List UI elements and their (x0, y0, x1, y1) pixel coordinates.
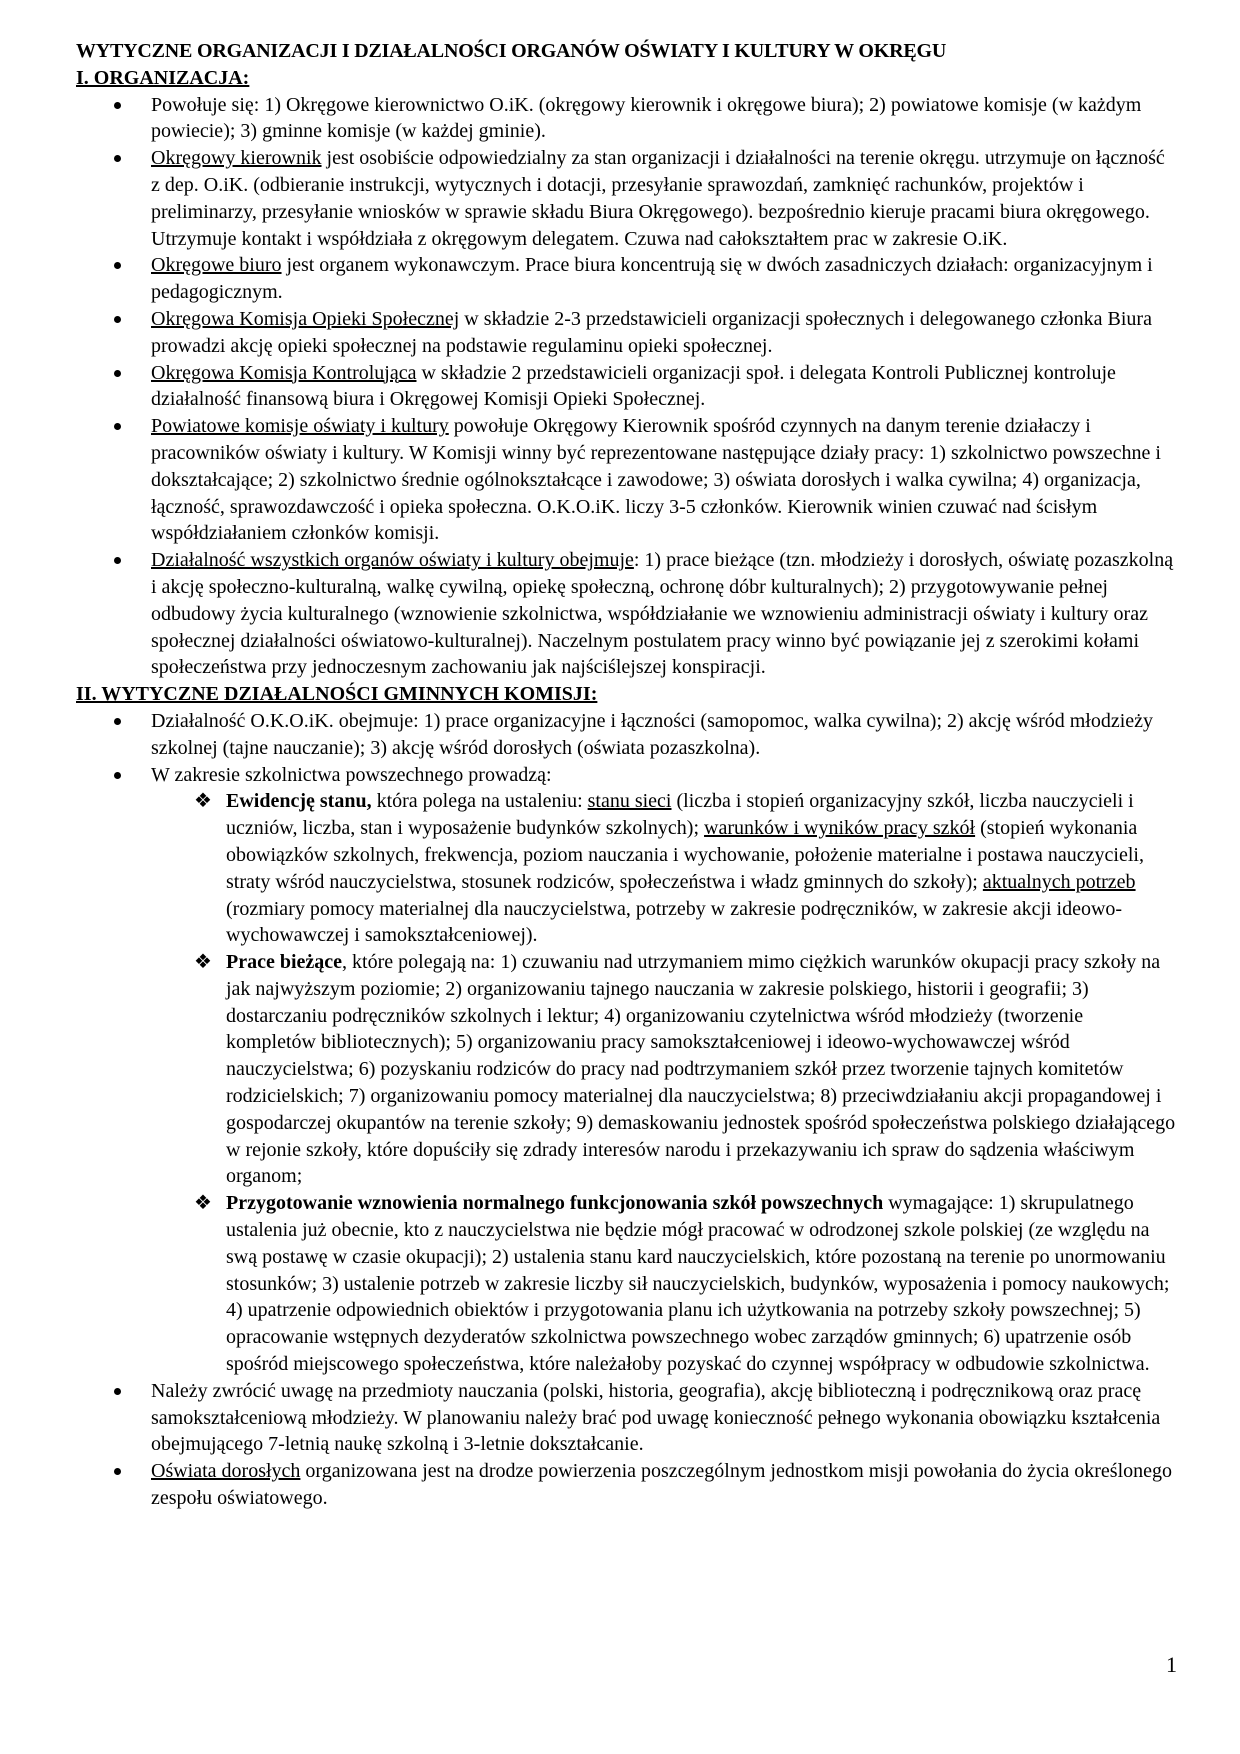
text-run: która polega na ustaleniu: (371, 790, 588, 813)
list-item (76, 92, 1176, 146)
diamond-bullet-icon: ❖ (194, 790, 212, 813)
underlined-term: Działalność wszystkich organów oświaty i kultury obejmuje (151, 549, 634, 572)
text-run: W zakresie szkolnictwa powszechnego prowadzą: (151, 763, 552, 786)
list-item (76, 1458, 1176, 1512)
list-item (76, 360, 1176, 414)
section2-sublist (76, 788, 1176, 1378)
section2-list (76, 708, 1176, 788)
underlined-term: Okręgowa Komisja Opieki Społecznej (151, 307, 460, 330)
text-run: jest osobiście odpowiedzialny za stan organizacji i działalności na terenie okręgu. utrzymuje on łączność z dep. O.iK. (odbieranie instrukcji, wytycznych i dotacji, przesyłanie sprawozdań, zamknięć rachunków, projektów i preliminarzy, przesyłanie wniosków w sprawie składu Biura Okręgowego). bezpośrednio kieruje pracami biura okręgowego. Utrzymuje kontakt i współdziała z okręgowym delegatem. Czuwa nad całokształtem prac w zakresie O.iK. (151, 147, 1165, 250)
list-item (76, 708, 1176, 762)
list-item (76, 762, 1176, 789)
text-run: (rozmiary pomocy materialnej dla nauczycielstwa, potrzeby w zakresie podręczników, w zakresie akcji ideowo-wychowawczej i samokształceniowej). (226, 897, 1123, 947)
text-run: Należy zwrócić uwagę na przedmioty nauczania (polski, historia, geografia), akcję biblioteczną i podręcznikową oraz pracę samokształceniową młodzieży. W planowaniu należy brać pod uwagę konieczność pełnego wykonania obowiązku kształcenia obejmującego 7-letnią naukę szkolną i 3-letnie dokształcanie. (151, 1379, 1161, 1456)
text-run: (liczba i stopień organizacyjny szkół, liczba nauczycieli i uczniów, liczba, stan i wyposażenie budynków szkolnych); (226, 790, 1134, 840)
text-run: w składzie 2 przedstawicieli organizacji społ. i delegata Kontroli Publicznej kontroluje działalność finansową biura i Okręgowej Komisji Opieki Społecznej. (151, 361, 1116, 411)
bold-term: Przygotowanie wznowienia normalnego funkcjonowania szkół powszechnych (226, 1192, 884, 1215)
underlined-term: Okręgowe biuro (151, 254, 282, 277)
text-run: wymagające: 1) skrupulatnego ustalenia już obecnie, kto z nauczycielstwa nie będzie mógł pracować w odrodzonej szkole polskiej (ze względu na swą postawę w czasie okupacji); 2) ustalenia stanu kard nauczycielskich, które pozostaną na terenie po unormowaniu stosunków; 3) ustalenie potrzeb w zakresie liczby sił nauczycielskich, budynków, wyposażenia i pomocy naukowych; 4) upatrzenie odpowiednich obiektów i przygotowania planu ich użytkowania na potrzeby szkoły powszechnej; 5) opracowanie wstępnych dezyderatów szkolnictwa powszechnego wobec zarządów gminnych; 6) upatrzenie osób spośród miejscowego społeczeństwa, które należałoby pozyskać do czynnej współpracy w odbudowie szkolnictwa. (226, 1192, 1170, 1376)
underlined-term: Okręgowa Komisja Kontrolująca (151, 361, 417, 384)
underlined-term: Powiatowe komisje oświaty i kultury (151, 415, 449, 438)
text-run: organizowana jest na drodze powierzenia poszczególnym jednostkom misji powołania do życia określonego zespołu oświatowego. (151, 1460, 1173, 1510)
text-run: powołuje Okręgowy Kierownik spośród czynnych na danym terenie działaczy i pracowników oświaty i kultury. W Komisji winny być reprezentowane następujące działy pracy: 1) szkolnictwo powszechne i dokształcające; 2) szkolnictwo średnie ogólnokształcące i zawodowe; 3) oświata dorosłych i walka cywilna; 4) organizacja, łączność, sprawozdawczość i opieka społeczna. O.K.O.iK. liczy 3-5 członków. Kierownik winien czuwać nad ścisłym współdziałaniem członków komisji. (151, 415, 1161, 545)
text-run: jest organem wykonawczym. Prace biura koncentrują się w dwóch zasadniczych działach: organizacyjnym i pedagogicznym. (151, 254, 1153, 304)
diamond-bullet-icon: ❖ (194, 1192, 212, 1215)
text-run: : 1) prace bieżące (tzn. młodzieży i dorosłych, oświatę pozaszkolną i akcję społeczno-kulturalną, walkę cywilną, opiekę społeczną, ochronę dóbr kulturalnych); 2) przygotowywanie pełnej odbudowy życia kulturalnego (wznowienie szkolnictwa, współdziałanie we wznowieniu administracji oświaty i kultury oraz społecznej działalności oświatowo-kulturalnej). Naczelnym postulatem pracy winno być powiązanie jej z szerokimi kołami społeczeństwa przy jednoczesnym zachowaniu jak najściślejszej konspiracji. (151, 549, 1174, 679)
underlined-term: Okręgowy kierownik (151, 147, 322, 170)
text-run: w składzie 2-3 przedstawicieli organizacji społecznych i delegowanego członka Biura prowadzi akcję opieki społecznej na podstawie regulaminu opieki społecznej. (151, 307, 1152, 357)
text-run: Działalność O.K.O.iK. obejmuje: 1) prace organizacyjne i łączności (samopomoc, walka cywilna); 2) akcję wśród młodzieży szkolnej (tajne nauczanie); 3) akcję wśród dorosłych (oświata pozaszkolna). (151, 709, 1154, 759)
underlined-term: warunków i wyników pracy szkół (704, 817, 976, 840)
list-item (76, 252, 1176, 306)
text-run: (stopień wykonania obowiązków szkolnych, frekwencja, poziom nauczania i wychowanie, położenie materialne i postawa nauczycieli, straty wśród nauczycielstwa, stosunek rodziców, społeczeństwa i władz gminnych do szkoły); (226, 817, 1144, 893)
list-item (76, 145, 1176, 252)
section-heading-organizacja: I. ORGANIZACJA: (76, 66, 250, 89)
bold-term: Prace bieżące (226, 951, 343, 974)
section-heading-gminne-komisje: II. WYTYCZNE DZIAŁALNOŚCI GMINNYCH KOMISJI: (76, 683, 598, 706)
sub-list-item (76, 949, 1176, 1190)
text-run: , które polegają na: 1) czuwaniu nad utrzymaniem mimo ciężkich warunków okupacji pracy szkoły na jak najwyższym poziomie; 2) organizowaniu tajnego nauczania w zakresie polskiego, historii i geografii; 3) dostarczaniu podręczników szkolnych i lektur; 4) organizowaniu czytelnictwa wśród młodzieży (tworzenie kompletów bibliotecznych); 5) organizowaniu pracy samokształceniowej i ideowo-wychowawczej wśród nauczycielstwa; 6) pozyskaniu rodziców do pracy nad podtrzymaniem szkół przez tworzenie tajnych komitetów rodzicielskich; 7) organizowaniu pomocy materialnej dla nauczycielstwa; 8) przeciwdziałaniu akcji propagandowej i gospodarczej okupantów na terenie szkoły; 9) demaskowaniu jednostek spośród społeczeństwa polskiego działającego w rejonie szkoły, które dopuściły się zdrady interesów narodu i przekazywaniu ich spraw do sądzenia właściwym organom; (226, 951, 1176, 1188)
sub-list-item (76, 1190, 1176, 1378)
bold-term: Ewidencję stanu, (226, 790, 372, 813)
sub-list-item (76, 788, 1176, 949)
diamond-bullet-icon: ❖ (194, 951, 212, 974)
list-item (76, 1378, 1176, 1458)
document-page (76, 38, 1176, 1512)
section1-list (76, 92, 1176, 682)
page-number: 1 (1166, 1652, 1177, 1677)
underlined-term: aktualnych potrzeb (982, 870, 1136, 893)
text-run: Powołuje się: 1) Okręgowe kierownictwo O.iK. (okręgowy kierownik i okręgowe biura); 2) powiatowe komisje (w każdym powiecie); 3) gminne komisje (w każdej gminie). (151, 93, 1142, 143)
underlined-term: Oświata dorosłych (151, 1460, 301, 1483)
underlined-term: stanu sieci (587, 790, 672, 813)
list-item (76, 306, 1176, 360)
list-item (76, 413, 1176, 547)
section2-list-continued (76, 1378, 1176, 1512)
list-item (76, 547, 1176, 681)
document-title: WYTYCZNE ORGANIZACJI I DZIAŁALNOŚCI ORGANÓW OŚWIATY I KULTURY W OKRĘGU (76, 40, 947, 62)
